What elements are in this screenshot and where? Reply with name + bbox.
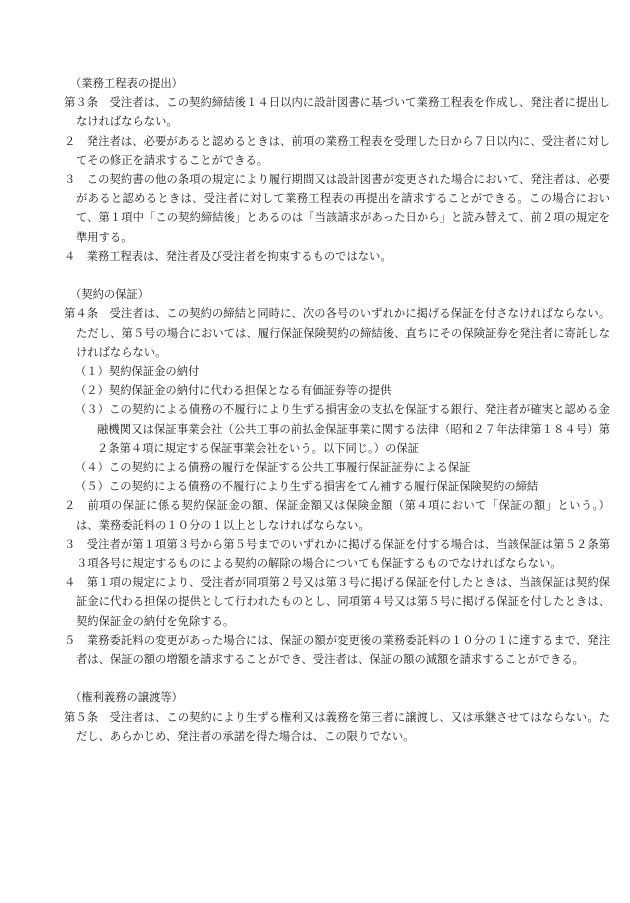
- article-4-section: [64, 285, 610, 669]
- item-number: （４）: [75, 461, 109, 475]
- article-caption: （権利義務の譲渡等）: [70, 691, 183, 705]
- paragraph-text: 第１項の規定により、受注者が同項第２号又は第３号に掲げる保証を付したときは、当該保証は契約保証金に代わる担保の提供として行われたものとし、同項第４号又は第５号に掲げる保証を付したときは、契約保証金の納付を免除する。: [75, 576, 610, 628]
- article-paragraph: [64, 132, 610, 170]
- item-text: 契約保証金の納付: [108, 365, 200, 379]
- list-item: [64, 362, 610, 381]
- paragraph-number: 第４条: [64, 307, 99, 321]
- item-number: （１）: [75, 365, 109, 379]
- paragraph-text: 受注者は、この契約により生ずる権利又は義務を第三者に譲渡し、又は承継させてはならない。ただし、あらかじめ、発注者の承諾を得た場合は、この限りでない。: [76, 710, 610, 743]
- item-number: （３）: [75, 403, 110, 417]
- item-text: この契約による債務の不履行により生ずる損害をてん補する履行保証保険契約の締結: [108, 480, 539, 494]
- article-paragraph: [64, 93, 610, 131]
- paragraph-number: ４: [64, 576, 76, 590]
- article-paragraph: [64, 708, 610, 746]
- item-text: この契約による債務の不履行により生ずる損害金の支払を保証する銀行、発注者が確実と認める金融機関又は保証事業会社（公共工事の前払金保証事業に関する法律（昭和２７年法律第１８４号）第２条第４項に規定する保証事業会社をいう。以下同じ。）の保証: [97, 403, 610, 455]
- paragraph-number: ４: [64, 249, 76, 263]
- paragraph-text: 業務委託料の変更があった場合には、保証の額が変更後の業務委託料の１０分の１に達するまで、発注者は、保証の額の増額を請求することができ、受注者は、保証の額の減額を請求することができる。: [75, 633, 610, 667]
- item-number: （２）: [75, 384, 109, 398]
- item-number: （５）: [75, 480, 109, 494]
- list-item: [64, 477, 610, 496]
- item-text: この契約による債務の履行を保証する公共工事履行保証証券による保証: [108, 461, 471, 475]
- list-item: [64, 381, 610, 400]
- article-caption: （契約の保証）: [70, 288, 150, 302]
- paragraph-number: ２: [64, 499, 76, 513]
- paragraph-number: ３: [64, 173, 76, 187]
- list-item: [64, 400, 610, 458]
- paragraph-text: 業務工程表は、発注者及び受注者を拘束するものではない。: [75, 249, 392, 263]
- article-paragraph: [64, 631, 610, 669]
- list-item: [64, 458, 610, 477]
- article-5-section: [64, 688, 610, 746]
- article-3-section: [64, 74, 610, 266]
- article-paragraph: [64, 247, 610, 266]
- paragraph-text: 受注者は、この契約の締結と同時に、次の各号のいずれかに掲げる保証を付さなければならない。ただし、第５号の場合においては、履行保証保険契約の締結後、直ちにその保険証券を発注者に寄託しなければならない。: [76, 307, 610, 359]
- article-paragraph: [64, 573, 610, 631]
- paragraph-text: この契約書の他の条項の規定により履行期間又は設計図書が変更された場合において、発注者は、必要があると認めるときは、受注者に対して業務工程表の再提出を請求することができる。この場合において、第１項中「この契約締結後」とあるのは「当該請求があった日から」と読み替えて、前２項の規定を準用する。: [75, 173, 610, 244]
- article-paragraph: [64, 170, 610, 247]
- article-paragraph: [64, 535, 610, 573]
- paragraph-number: 第３条: [64, 96, 99, 110]
- paragraph-text: 発注者は、必要があると認めるときは、前項の業務工程表を受理した日から７日以内に、受注者に対してその修正を請求することができる。: [75, 134, 610, 167]
- paragraph-text: 前項の保証に係る契約保証金の額、保証金額又は保険金額（第４項において「保証の額」という。）は、業務委託料の１０分の１以上としなければならない。: [75, 499, 610, 532]
- paragraph-number: ５: [64, 633, 76, 647]
- paragraph-number: ２: [64, 134, 76, 148]
- article-caption: （業務工程表の提出）: [70, 77, 183, 90]
- item-text: 契約保証金の納付に代わる担保となる有価証券等の提供: [108, 384, 392, 398]
- article-paragraph: [64, 496, 610, 534]
- paragraph-number: 第５条: [64, 710, 99, 724]
- paragraph-number: ３: [64, 537, 76, 551]
- paragraph-text: 受注者が第１項第３号から第５号までのいずれかに掲げる保証を付する場合は、当該保証は第５２条第３項各号に規定するものによる契約の解除の場合についても保証するものでなければならない。: [75, 537, 610, 571]
- paragraph-text: 受注者は、この契約締結後１４日以内に設計図書に基づいて業務工程表を作成し、発注者に提出しなければならない。: [76, 96, 610, 129]
- article-paragraph: [64, 304, 610, 362]
